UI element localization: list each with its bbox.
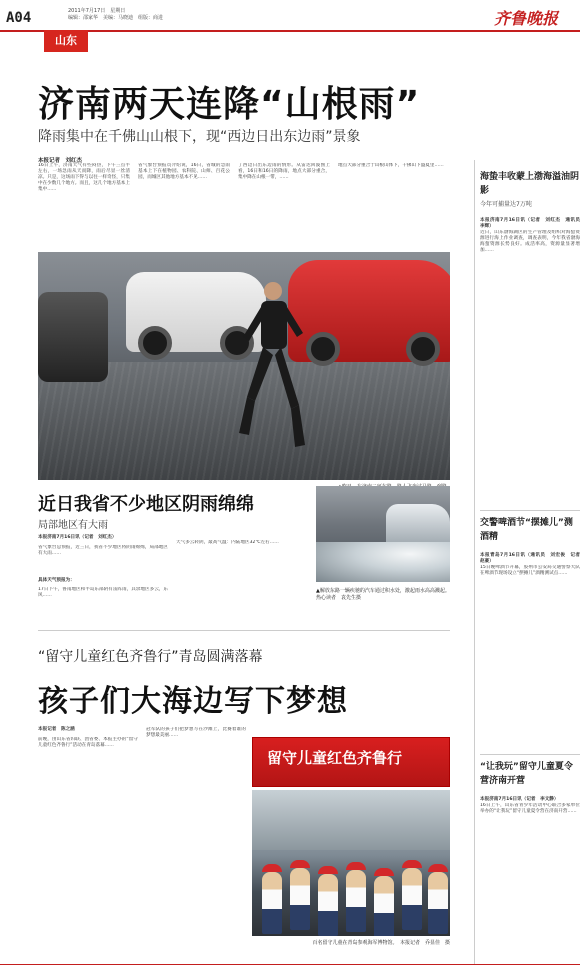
footer-rule bbox=[0, 964, 580, 965]
sidebar-bottom-byline: 本报济南7月16日讯（记者 李文静） bbox=[480, 796, 559, 802]
lead-subhead: 降雨集中在千佛山山根下，现“西边日出东边雨”景象 bbox=[38, 129, 361, 145]
child-figure bbox=[428, 864, 448, 934]
child-figure bbox=[374, 868, 394, 936]
water-splash bbox=[316, 542, 450, 582]
sidebar-section-divider bbox=[480, 510, 580, 511]
mid-headline: 近日我省不少地区阴雨绵绵 bbox=[38, 494, 254, 515]
sidebar-middle-text: 15日晚啤酒节开幕，胶州市公安局交通警察大队在啤酒节现场设立“摆摊儿”酒精测试点…… bbox=[480, 564, 580, 576]
lead-column-1: 16日上午，济南天气有些闷热，下午三点半左右，一场急雨从天而降，雨后尽显一丝清凉。只是，这场雨下得与以往一样奇怪，只集中在少数几个地方。而且，这几个地方基本上集中…… bbox=[38, 163, 130, 193]
lead-column-3: 了西边日出东边雨的情形。从雷达回波图上看，16日和16日的降雨，地点大部分重合，集中降在山根一带，…… bbox=[238, 163, 330, 181]
runner-figure bbox=[233, 277, 311, 457]
sidebar-top bbox=[480, 170, 580, 490]
mid-column-2: 天气多云转阴，最高气温：内陆地区32℃左右…… bbox=[176, 540, 279, 545]
wheel bbox=[306, 332, 340, 366]
sidebar-bottom bbox=[480, 760, 580, 963]
mid-subhead: 局部地区有大雨 bbox=[38, 520, 108, 531]
mid-text: 省气象台总预报，近三日，我省不少地区将阴雨绵绵，局部地区有大雨…… bbox=[38, 545, 168, 557]
lead-column-2: 省气象台预报员介绍说，16日，省城的急雨基本上下在植物园、农科院、山师、百花公园，而城区其他地方基本不见…… bbox=[138, 163, 230, 181]
lead-byline: 本报记者 刘红杰 bbox=[38, 158, 83, 164]
sidebar-top-byline: 本报济南7月16日讯（记者 刘红杰 通讯员 李辉） bbox=[480, 217, 580, 229]
car-red bbox=[288, 260, 450, 362]
sky-background bbox=[252, 790, 450, 850]
child-figure bbox=[262, 864, 282, 934]
child-figure bbox=[318, 866, 338, 936]
banner-text: 留守儿童红色齐鲁行 bbox=[267, 749, 403, 767]
wheel bbox=[138, 326, 172, 360]
sidebar-section-divider bbox=[480, 754, 580, 755]
top-bar bbox=[0, 0, 580, 32]
lead-headline: 济南两天连降“山根雨” bbox=[38, 84, 421, 125]
mid-forecast-text: 17日下午，鲁南地区和半岛东部阴有雷阵雨，其余地区多云，东风…… bbox=[38, 587, 168, 599]
sidebar-middle-headline: 交警啤酒节“摆摊儿”测酒精 bbox=[480, 518, 573, 543]
child-figure bbox=[346, 862, 366, 932]
bottom-byline: 本报记者 陈之涵 bbox=[38, 727, 75, 732]
masthead-logo: 齐鲁晚报 bbox=[493, 9, 558, 28]
page-code: A04 bbox=[6, 10, 32, 26]
sidebar-bottom-text: 16日上午，山东省青少年活动中心联合多家单位举办的“让我玩”留守儿童夏令营在济南开营…… bbox=[480, 802, 580, 814]
mid-photo-flooded-road bbox=[316, 486, 450, 582]
mid-byline: 本报济南7月16日讯（记者 刘红杰） bbox=[38, 535, 117, 540]
bottom-headline: 孩子们大海边写下梦想 bbox=[38, 684, 348, 719]
sidebar-divider bbox=[474, 160, 475, 965]
bottom-column-2: 冠军队的孩子们把梦想写在沙滩上，比赛着谁的梦想最美丽…… bbox=[146, 727, 246, 739]
mid-forecast-head: 具体天气预报为： bbox=[38, 578, 75, 583]
car-dark-left bbox=[38, 292, 108, 382]
sidebar-bottom-headline: “让我玩”留守儿童夏令营济南开营 bbox=[480, 762, 573, 787]
lead-photo-rain-runner bbox=[38, 252, 450, 480]
bottom-photo-children bbox=[252, 790, 450, 936]
bottom-column-1: 前晚，由山东省妇联、团省委、本报主办的“留守儿童红色齐鲁行”活动在青岛落幕…… bbox=[38, 737, 138, 749]
wheel bbox=[406, 332, 440, 366]
child-figure bbox=[402, 860, 422, 930]
sidebar-middle-byline: 本报青岛7月16日讯（通讯员 刘宏俊 记者 赵豪） bbox=[480, 552, 580, 564]
section-tag: 山东 bbox=[44, 30, 88, 52]
issue-info bbox=[68, 8, 163, 21]
section-divider bbox=[38, 630, 450, 631]
lead-column-4: 地点大部分重合于山根山体下，千佛山下盛夏里…… bbox=[338, 163, 444, 168]
sidebar-top-subhead: 今年可捕量达7万吨 bbox=[480, 200, 532, 208]
event-banner bbox=[252, 737, 450, 787]
sidebar-top-headline: 海蛰丰收蒙上渤海溢油阴影 bbox=[480, 172, 580, 197]
mid-photo-caption: ▲解放东路一辆疾驰的汽车通过积水处，激起雨水高高溅起。 热心读者 袁先生摄 bbox=[316, 588, 453, 601]
sidebar-top-text: 近日，山东渤海湖区的生产管理及组织对海蜇资源进行海上作业调查，调查表明，今年我省渤海海蜇资源长势良好。成活率高，资源量显著增加…… bbox=[480, 229, 580, 254]
date-line: 2011年7月17日 星期日 bbox=[68, 8, 126, 14]
bottom-photo-caption: 百名留守儿童在青岛参观海军博物馆。 本报记者 乔显佳 摄 bbox=[312, 940, 450, 946]
editor-line: 编辑：邵家华 美编：马晓迪 组版：商进 bbox=[68, 14, 164, 21]
sidebar-middle bbox=[480, 516, 580, 765]
bottom-kicker: “留守儿童红色齐鲁行”青岛圆满落幕 bbox=[38, 649, 263, 665]
child-figure bbox=[290, 860, 310, 930]
